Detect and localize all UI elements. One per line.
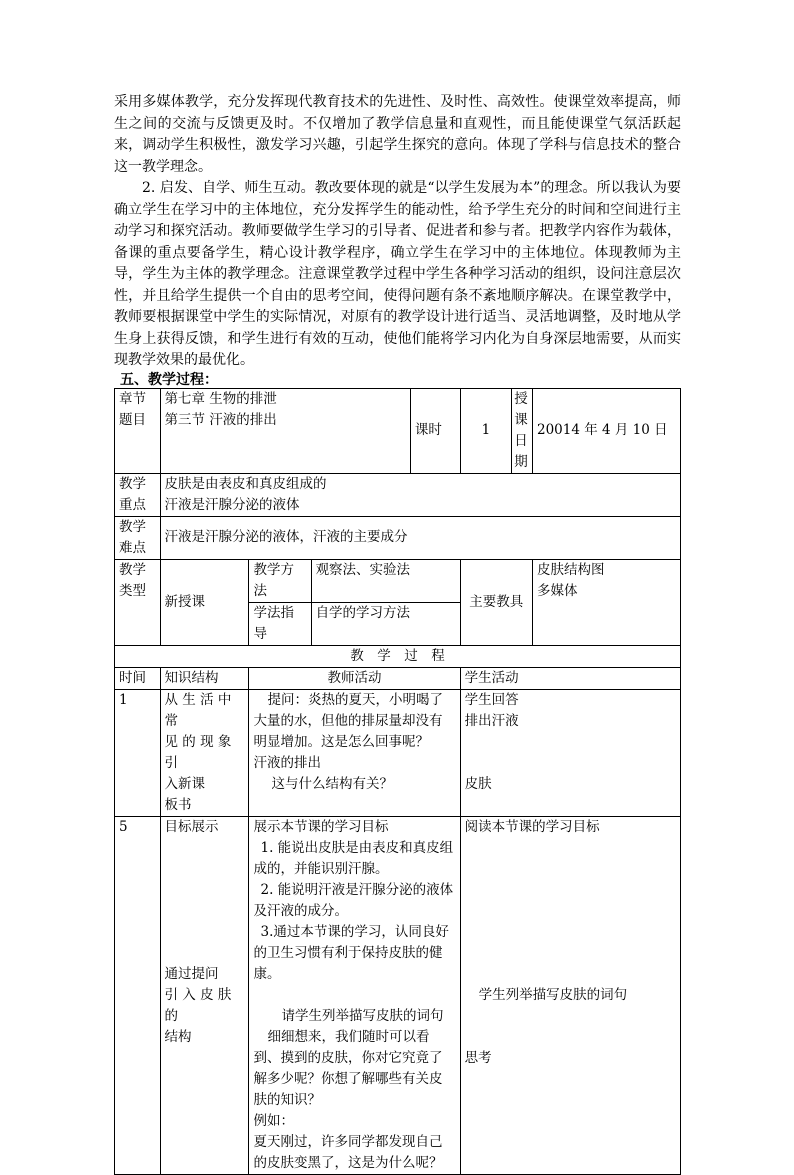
row1-time: 1 — [115, 689, 161, 816]
table-row — [115, 689, 681, 816]
col-teacher: 教师活动 — [249, 667, 460, 689]
focus-label: 教学 重点 — [115, 473, 161, 516]
row1-knowledge: 从 生 活 中 常 见 的 现 象 引 入新课 板书 — [160, 689, 249, 816]
row1-student: 学生回答 排出汗液 皮肤 — [460, 689, 680, 816]
period-value: 1 — [460, 388, 512, 473]
process-title-row — [115, 645, 681, 667]
second-paragraph: 2. 启发、自学、师生互动。教改要体现的就是“以学生发展为本”的理念。所以我认为要确立学生在学习中的主体地位，充分发挥学生的能动性，给予学生充分的时间和空间进行主动学习和探究活动。教师要做学生学习的引导者、促进者和参与者。把教学内容作为载体，备课的重点要备学生，精心设计教学程序，确立学生在学习中的主体地位。体现教师为主导，学生为主体的教学理念。注意课堂教学过程中学生各种学习活动的组织，设问注意层次性，并且给学生提供一个自由的思考空间，使得问题有条不紊地顺序解决。在课堂教学中，教师要根据课堂中学生的实际情况，对原有的教学设计进行适当、灵活地调整，及时地从学生身上获得反馈，和学生进行有效的互动，使他们能将学习内化为自身深层地需要，从而实现教学效果的最优化。 — [114, 180, 681, 368]
date-value: 20014 年 4 月 10 日 — [532, 388, 680, 473]
difficulty-row — [115, 516, 681, 559]
chapter-row — [115, 388, 681, 473]
col-time: 时间 — [115, 667, 161, 689]
table-row — [115, 816, 681, 1174]
type-label: 教学 类型 — [115, 559, 161, 645]
tools-value: 皮肤结构图 多媒体 — [532, 559, 680, 645]
focus-row — [115, 473, 681, 516]
row2-knowledge: 目标展示 通过提问 引 入 皮 肤 的 结构 — [160, 816, 249, 1174]
study-label: 学法指导 — [249, 602, 311, 645]
document-page — [114, 92, 681, 1175]
process-header-row — [115, 667, 681, 689]
chapter-value: 第七章 生物的排泄 第三节 汗液的排出 — [160, 388, 410, 473]
period-label: 课时 — [410, 388, 460, 473]
row2-student: 阅读本节课的学习目标 学生列举描写皮肤的词句 思考 — [460, 816, 680, 1174]
date-label: 授课日期 — [512, 388, 533, 473]
lesson-plan-table — [114, 388, 681, 1175]
method-value: 观察法、实验法 — [311, 559, 460, 602]
type-row-1 — [115, 559, 681, 602]
chapter-label: 章节 题目 — [115, 388, 161, 473]
row2-time: 5 — [115, 816, 161, 1174]
row2-teacher: 展示本节课的学习目标 1. 能说出皮肤是由表皮和真皮组成的，并能识别汗腺。 2. 能说明汗液是汗腺分泌的液体及汗液的成分。 3.通过本节课的学习，认同良好的卫生习惯有利于保持皮肤的健康。 请学生列举描写皮肤的词句 细细想来，我们随时可以看到、摸到的皮肤，你对它究竟了解多少呢？你想了解哪些有关皮肤的知识？ 例如： 夏天刚过，许多同学都发现自己的皮肤变黑了，这是为什么呢？ — [249, 816, 460, 1174]
intro-paragraph: 采用多媒体教学，充分发挥现代教育技术的先进性、及时性、高效性。使课堂效率提高，师生之间的交流与反馈更及时。不仅增加了教学信息量和直观性，而且能使课堂气氛活跃起来，调动学生积极性，激发学习兴趣，引起学生探究的意向。体现了学科与信息技术的整合这一教学理念。 — [114, 94, 681, 175]
focus-value: 皮肤是由表皮和真皮组成的 汗液是汗腺分泌的液体 — [160, 473, 680, 516]
difficulty-label: 教学 难点 — [115, 516, 161, 559]
col-knowledge: 知识结构 — [160, 667, 249, 689]
col-student: 学生活动 — [460, 667, 680, 689]
difficulty-value: 汗液是汗腺分泌的液体，汗液的主要成分 — [160, 516, 680, 559]
tools-label: 主要教具 — [460, 559, 532, 645]
study-value: 自学的学习方法 — [311, 602, 460, 645]
process-title: 教 学 过 程 — [115, 645, 681, 667]
method-label: 教学方法 — [249, 559, 311, 602]
row1-teacher: 提问：炎热的夏天，小明喝了大量的水，但他的排尿量却没有明显增加。这是怎么回事呢？ 汗液的排出 这与什么结构有关？ — [249, 689, 460, 816]
type-value: 新授课 — [160, 559, 249, 645]
section-heading: 五、教学过程： — [120, 371, 218, 388]
